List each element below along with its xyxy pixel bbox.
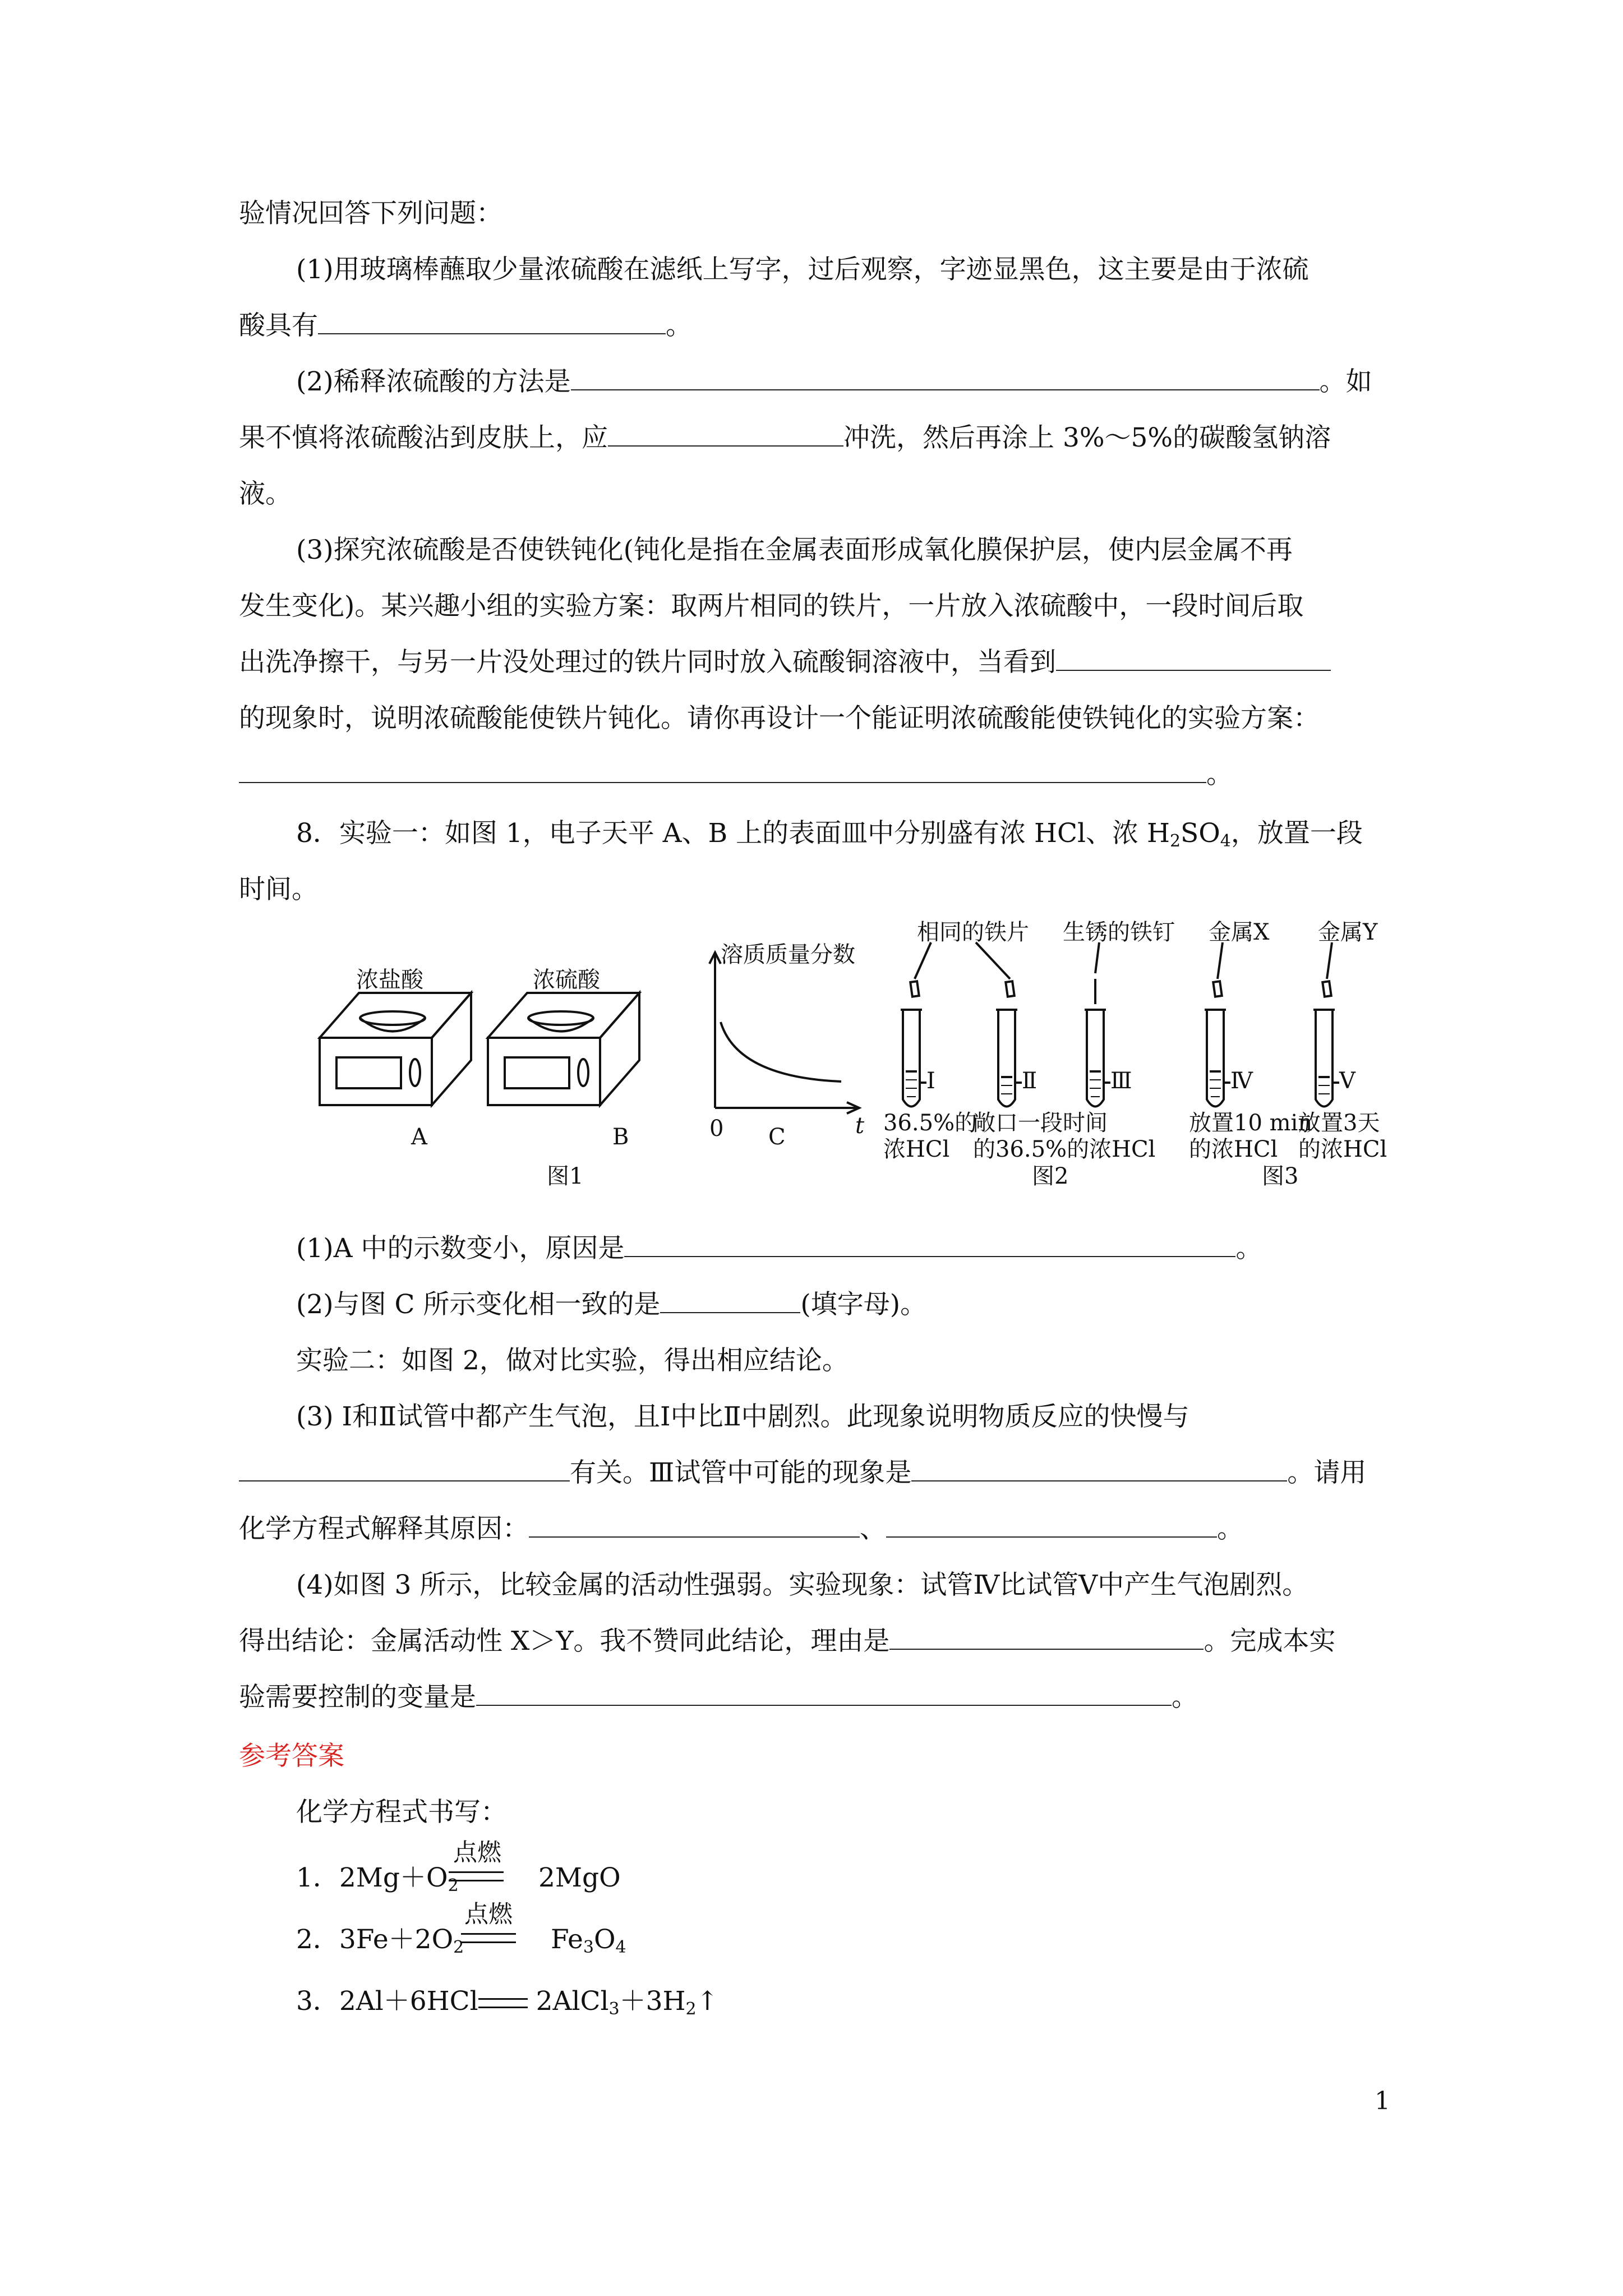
answer-blank[interactable] [239, 758, 1206, 783]
condition-ignite: 点燃 [453, 1839, 501, 1867]
graph-c-label: C [768, 1124, 786, 1150]
answers-heading: 参考答案 [239, 1741, 344, 1772]
q8-part1: (1)A 中的示数变小，原因是 。 [296, 1233, 1262, 1264]
label-tube-iv: Ⅳ [1230, 1068, 1253, 1094]
label-a: A [411, 1124, 427, 1150]
answer-blank[interactable] [571, 366, 1320, 390]
figure-1-caption: 图1 [547, 1163, 584, 1189]
answer-blank[interactable] [660, 1289, 800, 1313]
label-metal-x: 金属X [1209, 920, 1270, 945]
q7-part3-line1: (3)探究浓硫酸是否使铁钝化(钝化是指在金属表面形成氧化膜保护层，使内层金属不再 [296, 535, 1293, 565]
q7-part1-line1: (1)用玻璃棒蘸取少量浓硫酸在滤纸上写字，过后观察，字迹显黑色，这主要是由于浓硫 [296, 254, 1309, 285]
test-tube-2 [996, 981, 1017, 1106]
q8-part3-line2: 有关。Ⅲ试管中可能的现象是 。请用 [239, 1456, 1366, 1490]
page-number: 1 [1375, 2087, 1390, 2115]
q8-part3-line3: 化学方程式解释其原因： 、 。 [239, 1513, 1243, 1544]
label-conc-h2so4: 浓硫酸 [533, 967, 600, 993]
graph-origin: 0 [709, 1116, 724, 1142]
label-tube-ii: Ⅱ [1022, 1068, 1038, 1094]
test-tube-5 [1313, 981, 1335, 1106]
q8-part2: (2)与图 C 所示变化相一致的是 (填字母)。 [296, 1289, 927, 1320]
condition-ignite: 点燃 [464, 1901, 513, 1929]
tube-iv-desc-2: 的浓HCl [1189, 1137, 1278, 1162]
q7-part3-line2: 发生变化)。某兴趣小组的实验方案：取两片相同的铁片，一片放入浓硫酸中，一段时间后取 [239, 591, 1304, 622]
label-tube-i: Ⅰ [926, 1068, 935, 1094]
q7-part3-line5: 。 [239, 758, 1233, 792]
reaction-equals [461, 1933, 516, 1943]
tube-v-desc-1: 放置3天 [1298, 1110, 1380, 1136]
answer-blank[interactable] [889, 1625, 1204, 1650]
tube-iv-desc-1: 放置10 min [1189, 1110, 1313, 1136]
q7-part3-line3: 出洗净擦干，与另一片没处理过的铁片同时放入硫酸铜溶液中，当看到 [239, 646, 1331, 679]
answer-blank[interactable] [608, 422, 843, 447]
tube-i-desc-1: 36.5%的 [883, 1110, 978, 1136]
reaction-equals [449, 1871, 504, 1881]
graph-t-label: t [855, 1113, 865, 1139]
tube-i-desc-2: 浓HCl [883, 1137, 950, 1162]
q8-intro-line2: 时间。 [239, 874, 318, 905]
reaction-equals [478, 1998, 528, 2008]
answer-blank[interactable] [624, 1232, 1235, 1257]
q7-part2-line2: 果不慎将浓硫酸沾到皮肤上，应 冲洗，然后再涂上 3%～5%的碳酸氢钠溶 [239, 422, 1331, 453]
answer-blank[interactable] [1056, 646, 1331, 671]
figure-3-caption: 图3 [1262, 1163, 1299, 1189]
balance-a [320, 993, 471, 1105]
answer-equation-3: 3．2Al＋6HCl $2AlCl_3+3H_2↑$ [296, 1986, 718, 2019]
q7-part2-line3: 液。 [239, 478, 292, 509]
q8-exp2: 实验二：如图 2，做对比实验，得出相应结论。 [296, 1345, 849, 1376]
label-metal-y: 金属Y [1318, 920, 1378, 945]
answer-blank[interactable] [239, 1457, 570, 1481]
q8-intro-line1: 8．实验一：如图 1，电子天平 A、B 上的表面皿中分别盛有浓 HCl、浓 $H_2SO_4$，放置一段 [296, 818, 1363, 851]
q7-part3-line4: 的现象时，说明浓硫酸能使铁片钝化。请你再设计一个能证明浓硫酸能使铁钝化的实验方案： [239, 703, 1320, 734]
gas-arrow-icon: ↑ [696, 1986, 718, 2017]
answer-blank[interactable] [318, 310, 666, 334]
answers-subheading: 化学方程式书写： [296, 1797, 507, 1828]
answer-blank[interactable] [529, 1513, 860, 1538]
label-tube-iii: Ⅲ [1110, 1068, 1132, 1094]
label-same-iron: 相同的铁片 [917, 920, 1029, 945]
label-b: B [612, 1124, 629, 1150]
experiment-figure [303, 920, 1413, 1217]
answer-blank[interactable] [476, 1681, 1172, 1706]
figure-2-caption: 图2 [1032, 1163, 1069, 1189]
q7-intro: 验情况回答下列问题： [239, 198, 502, 229]
q7-part2-line1: (2)稀释浓硫酸的方法是 。如 [296, 366, 1372, 397]
label-conc-hcl: 浓盐酸 [356, 967, 423, 993]
q8-part4-line2: 得出结论：金属活动性 X＞Y。我不赞同此结论，理由是 。完成本实 [239, 1626, 1336, 1657]
tube-v-desc-2: 的浓HCl [1298, 1137, 1387, 1162]
q8-part3-line1: (3) Ⅰ和Ⅱ试管中都产生气泡，且Ⅰ中比Ⅱ中剧烈。此现象说明物质反应的快慢与 [296, 1401, 1189, 1432]
tube-ii-desc-2: 的36.5%的浓HCl [973, 1137, 1156, 1162]
q7-part1-line2: 酸具有 。 [239, 310, 692, 341]
graph-y-label: 溶质质量分数 [721, 942, 855, 968]
balance-b [488, 993, 639, 1105]
label-rusty-nail: 生锈的铁钉 [1063, 920, 1175, 945]
test-tube-3 [1085, 979, 1106, 1107]
q8-part4-line1: (4)如图 3 所示，比较金属的活动性强弱。实验现象：试管Ⅳ比试管Ⅴ中产生气泡剧烈。 [296, 1570, 1309, 1600]
answer-blank[interactable] [911, 1457, 1287, 1481]
q8-part4-line3: 验需要控制的变量是 。 [239, 1682, 1198, 1713]
tube-ii-desc-1: 敞口一段时间 [973, 1110, 1108, 1136]
graph-c [709, 953, 859, 1114]
answer-blank[interactable] [886, 1513, 1217, 1538]
label-tube-v: Ⅴ [1339, 1068, 1355, 1094]
